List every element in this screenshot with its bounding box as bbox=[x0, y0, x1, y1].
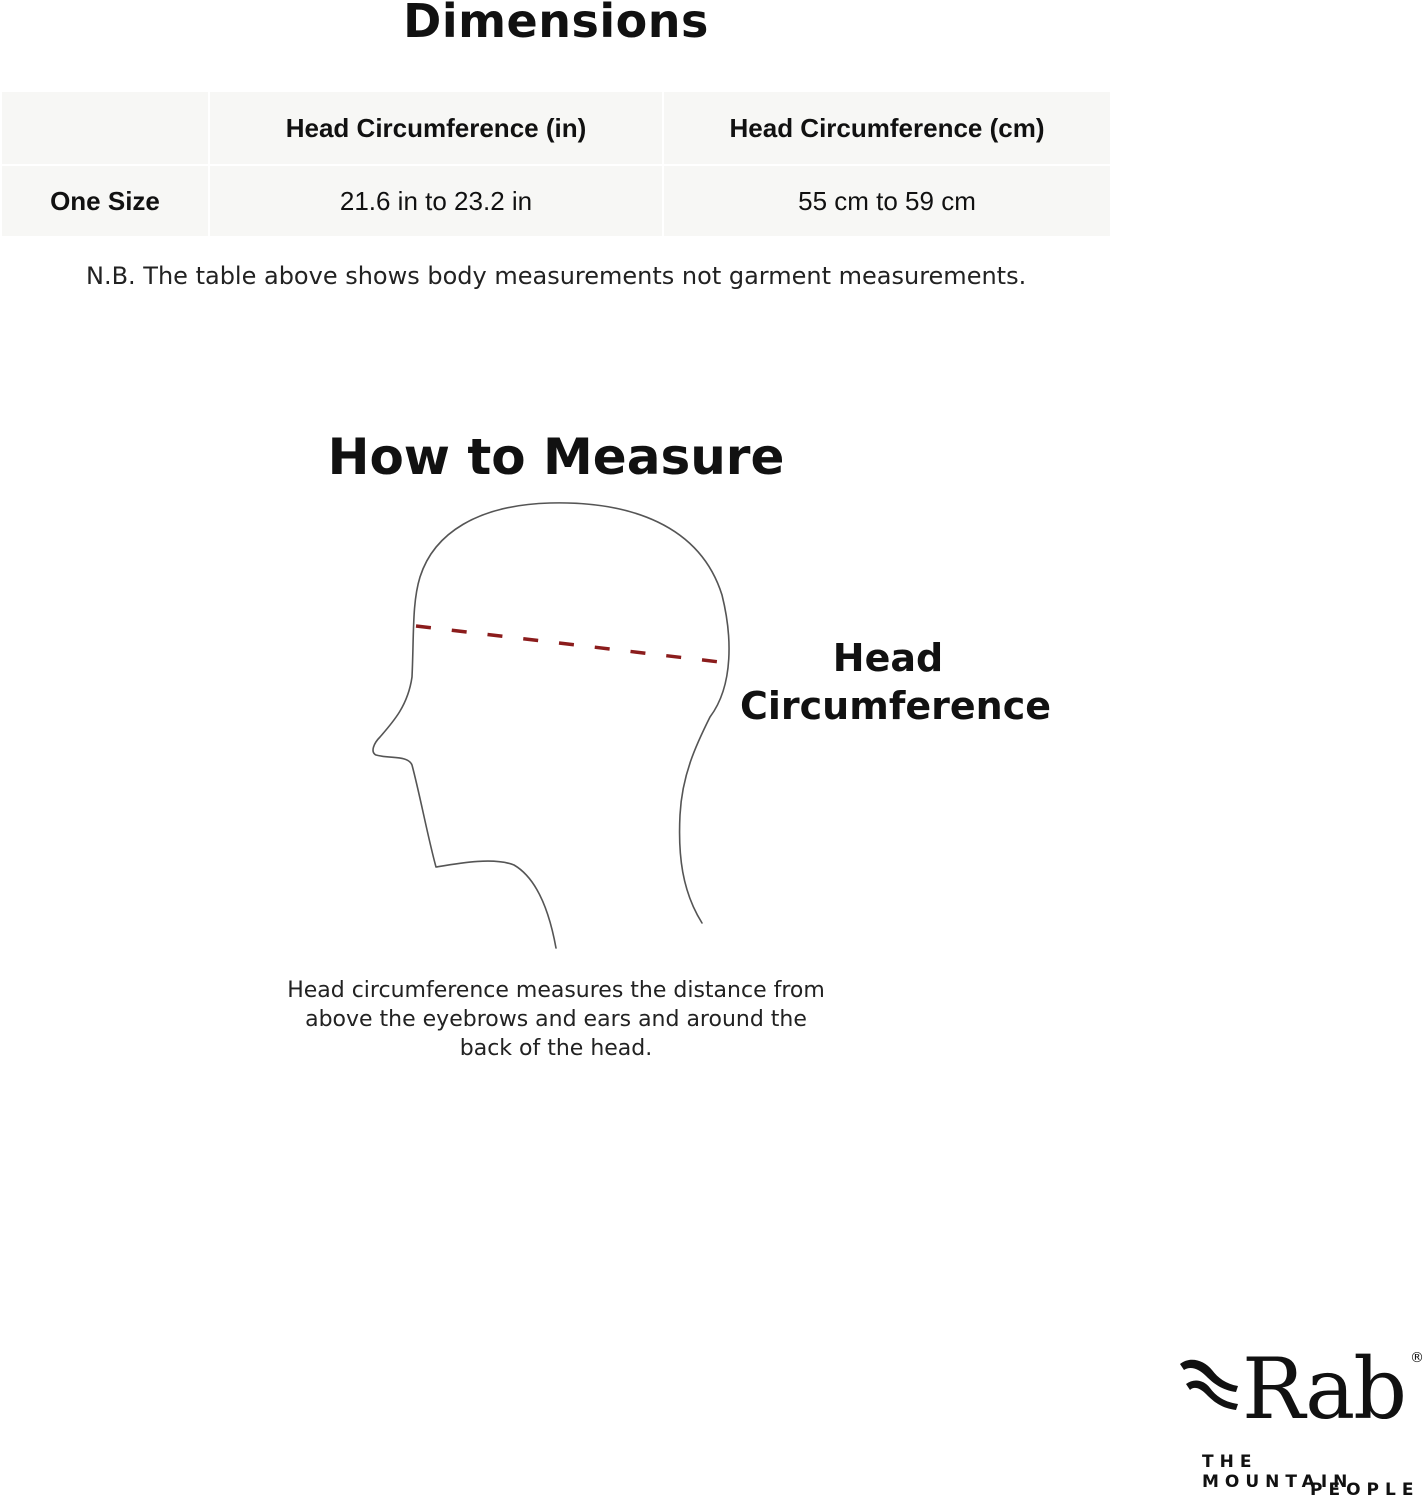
table-header-inches: Head Circumference (in) bbox=[210, 92, 662, 164]
table-header-cm: Head Circumference (cm) bbox=[664, 92, 1110, 164]
cell-inches: 21.6 in to 23.2 in bbox=[210, 166, 662, 236]
page-title: Dimensions bbox=[403, 0, 709, 48]
how-to-measure-title: How to Measure bbox=[327, 428, 785, 486]
callout-line-1: Head bbox=[832, 636, 944, 680]
size-table bbox=[0, 90, 1112, 238]
table-header-empty bbox=[2, 92, 208, 164]
table-header-row bbox=[2, 92, 1110, 164]
registered-mark: ® bbox=[1410, 1350, 1424, 1366]
head-outline bbox=[373, 503, 729, 948]
measure-caption bbox=[280, 976, 832, 1063]
row-label: One Size bbox=[2, 166, 208, 236]
caption-line-2: above the eyebrows and ears and around the bbox=[305, 1007, 807, 1032]
caption-line-3: back of the head. bbox=[459, 1036, 653, 1061]
callout-line-2: Circumference bbox=[740, 684, 1051, 728]
table-row bbox=[2, 166, 1110, 236]
caption-line-1: Head circumference measures the distance from bbox=[287, 978, 825, 1003]
head-circumference-label bbox=[740, 634, 1051, 730]
brand-tagline-line-2: PEOPLE bbox=[1310, 1480, 1420, 1500]
cell-cm: 55 cm to 59 cm bbox=[664, 166, 1110, 236]
brand-name: Rab bbox=[1242, 1340, 1406, 1438]
head-measure-line bbox=[416, 626, 728, 663]
rab-logo-icon bbox=[1176, 1354, 1242, 1424]
brand-tagline-line-1: THE MOUNTAIN bbox=[1202, 1452, 1354, 1492]
measurement-note: N.B. The table above shows body measurements not garment measurements. bbox=[86, 262, 1027, 290]
head-outline-illustration bbox=[360, 495, 740, 955]
